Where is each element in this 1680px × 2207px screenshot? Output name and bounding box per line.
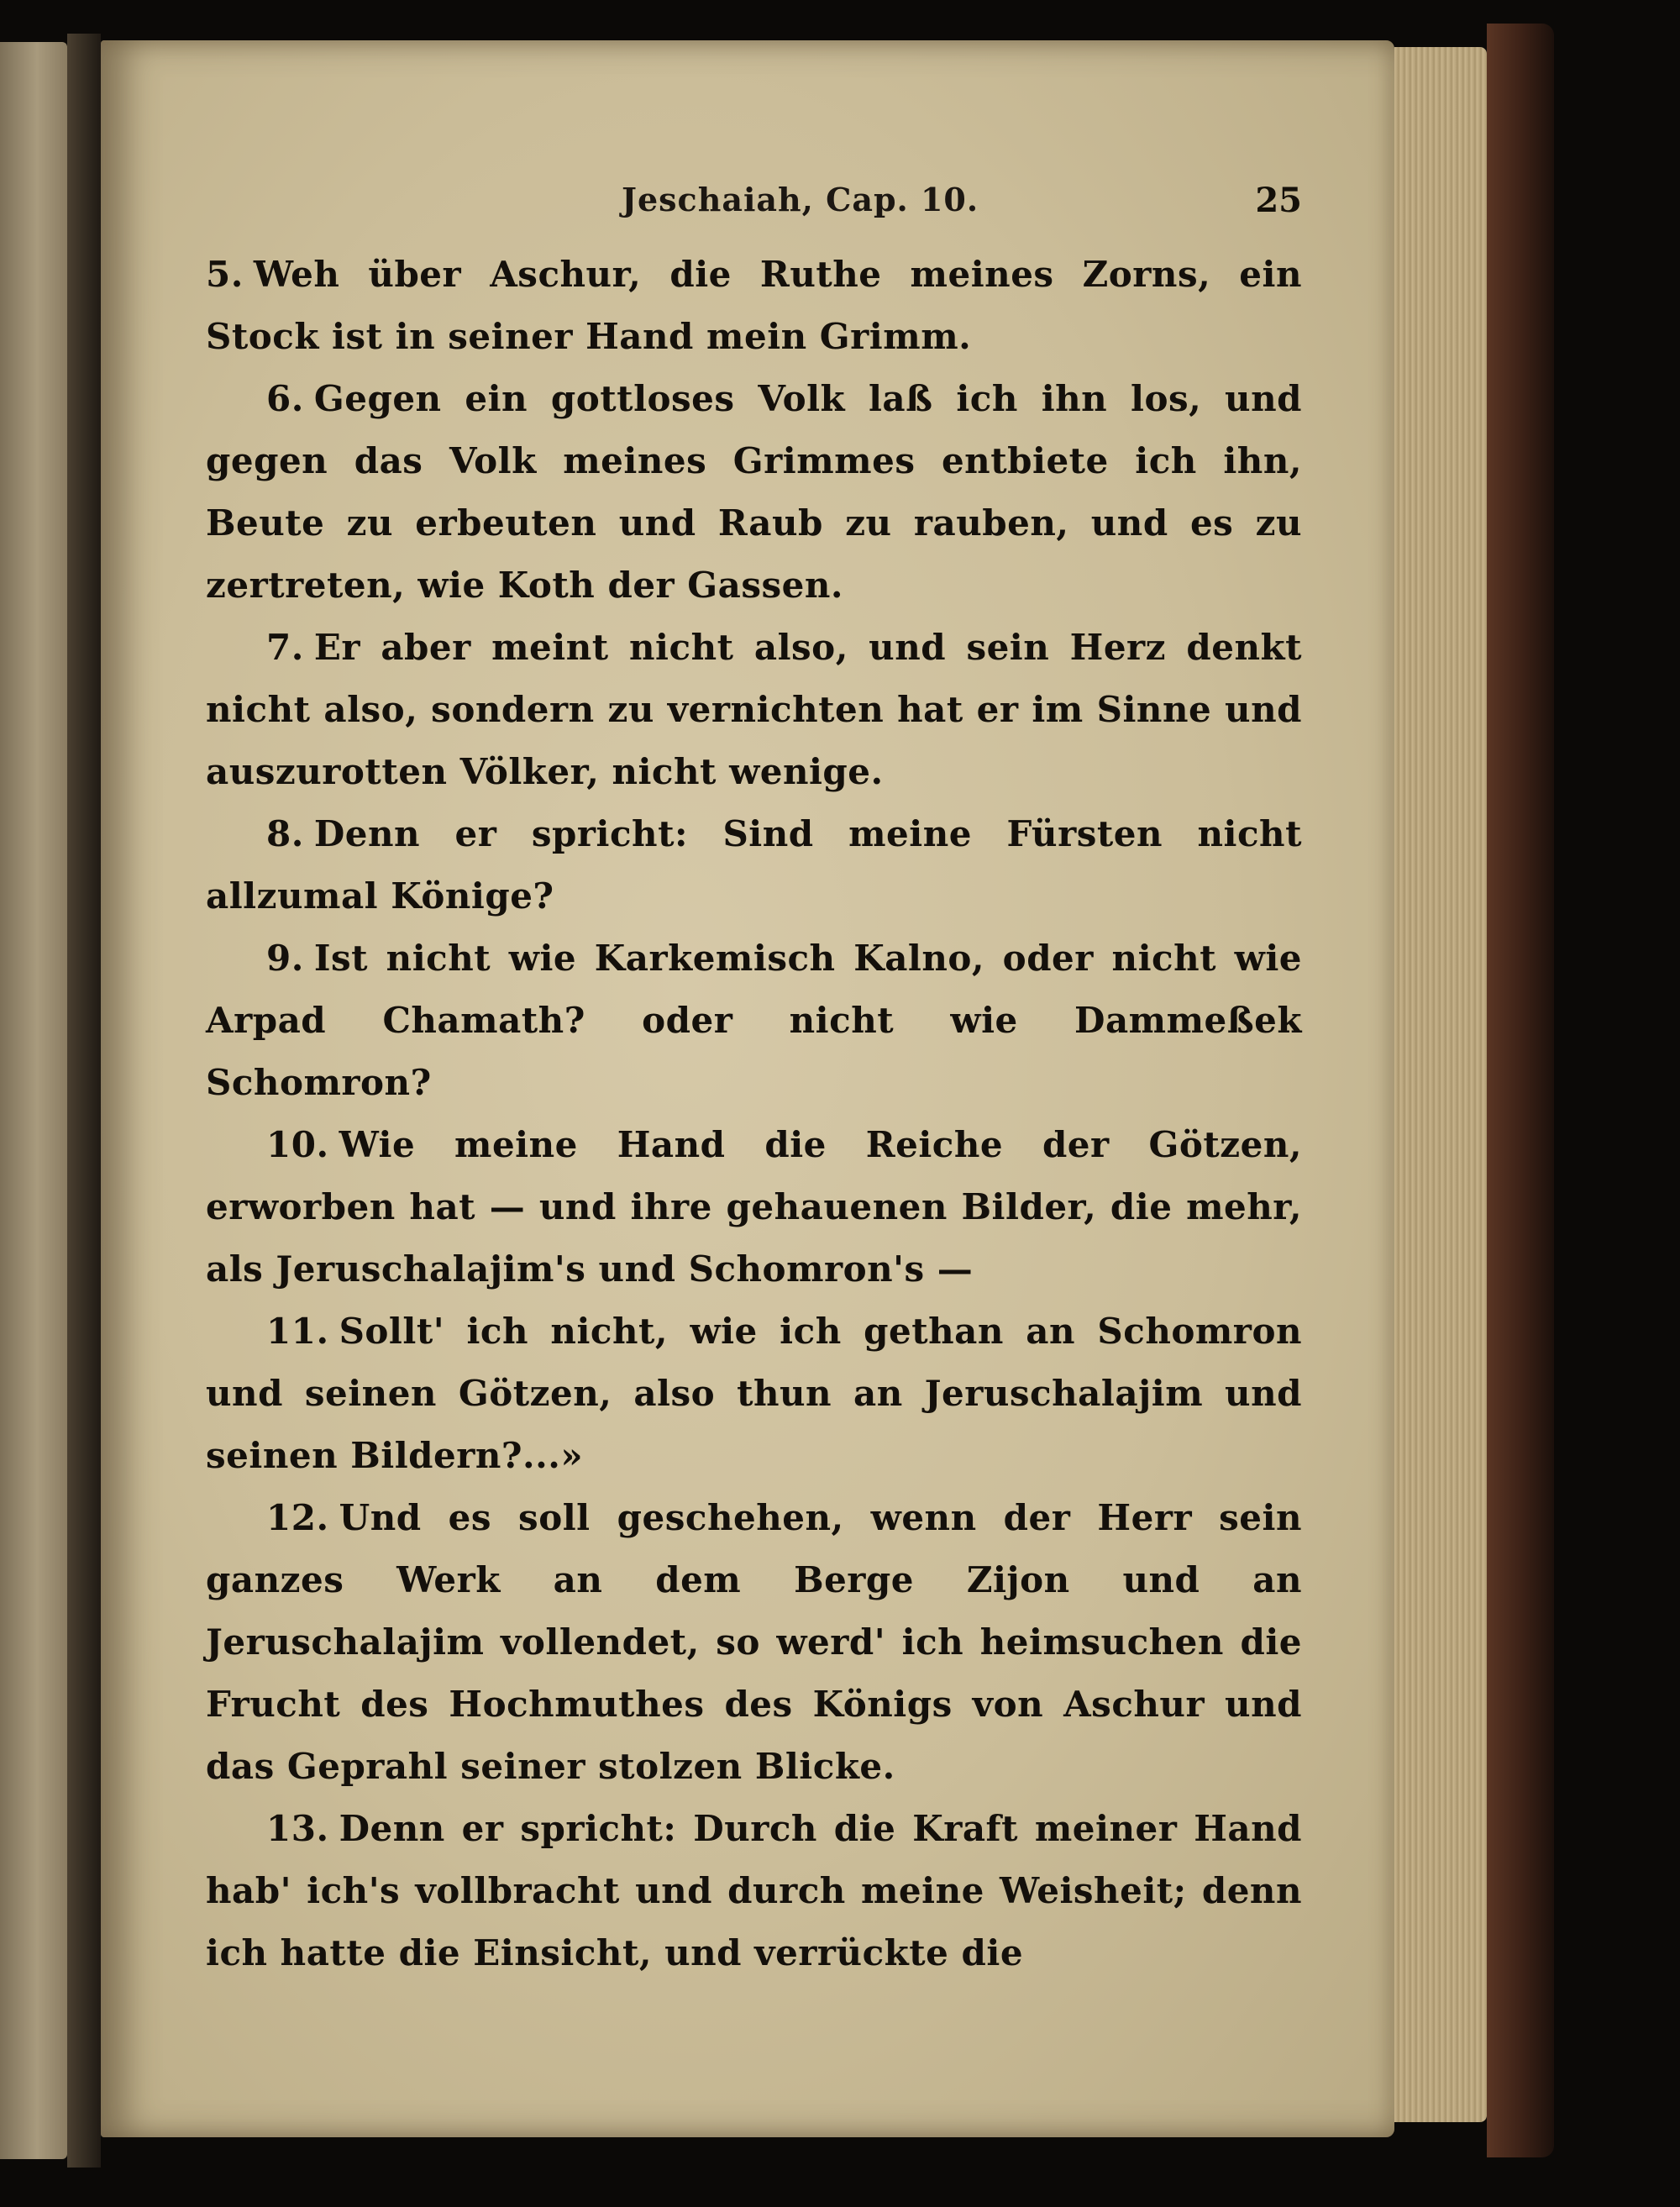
book-gutter xyxy=(67,34,101,2168)
verse-text: Und es soll geschehen, wenn der Herr sein ganzes Werk an dem Berge Zijon und an Jeruschalajim vollendet, so werd' ich heimsuchen die Frucht des Hochmuthes des Königs von Aschur und das Geprahl seiner stolzen Blicke. xyxy=(206,1497,1302,1787)
verse-9 xyxy=(206,927,1302,1114)
verse-7 xyxy=(206,617,1302,803)
verse-number: 6. xyxy=(266,378,304,419)
running-title: Jeschaiah, Cap. 10. xyxy=(622,181,979,218)
page-number: 25 xyxy=(1255,181,1302,220)
verse-number: 10. xyxy=(266,1124,329,1165)
verse-text: Sollt' ich nicht, wie ich gethan an Schomron und seinen Götzen, also thun an Jeruschalajim und seinen Bildern?...» xyxy=(206,1311,1302,1476)
verse-10 xyxy=(206,1114,1302,1301)
verse-number: 13. xyxy=(266,1808,329,1849)
verse-number: 8. xyxy=(266,813,304,854)
verse-text: Gegen ein gottloses Volk laß ich ihn los, und gegen das Volk meines Grimmes entbiete ich ihn, Beute zu erbeuten und Raub zu rauben, und es zu zertreten, wie Koth der Gassen. xyxy=(206,378,1302,606)
verse-5 xyxy=(206,244,1302,368)
verse-text: Denn er spricht: Sind meine Fürsten nicht allzumal Könige? xyxy=(206,813,1302,917)
book-cover xyxy=(1487,24,1554,2157)
body-text xyxy=(206,244,1302,1984)
verse-6 xyxy=(206,368,1302,617)
verse-text: Weh über Aschur, die Ruthe meines Zorns, ein Stock ist in seiner Hand mein Grimm. xyxy=(206,254,1302,357)
verse-number: 12. xyxy=(266,1497,329,1538)
verse-number: 5. xyxy=(206,254,244,295)
verse-text: Ist nicht wie Karkemisch Kalno, oder nicht wie Arpad Chamath? oder nicht wie Dammeßek Schomron? xyxy=(206,938,1302,1103)
facing-page xyxy=(0,42,67,2159)
verse-13 xyxy=(206,1798,1302,1984)
verse-text: Er aber meint nicht also, und sein Herz denkt nicht also, sondern zu vernichten hat er im Sinne und auszurotten Völker, nicht wenige. xyxy=(206,627,1302,792)
verse-8 xyxy=(206,803,1302,927)
page-edges xyxy=(1394,47,1487,2122)
verse-text: Wie meine Hand die Reiche der Götzen, erworben hat — und ihre gehauenen Bilder, die mehr, als Jeruschalajim's und Schomron's — xyxy=(206,1124,1302,1290)
verse-text: Denn er spricht: Durch die Kraft meiner Hand hab' ich's vollbracht und durch meine Weisheit; denn ich hatte die Einsicht, und verrückte die xyxy=(206,1808,1302,1973)
verse-number: 11. xyxy=(266,1311,329,1352)
verse-12 xyxy=(206,1487,1302,1798)
verse-number: 9. xyxy=(266,938,304,979)
running-head xyxy=(206,181,1302,231)
verse-number: 7. xyxy=(266,627,304,668)
verse-11 xyxy=(206,1301,1302,1487)
